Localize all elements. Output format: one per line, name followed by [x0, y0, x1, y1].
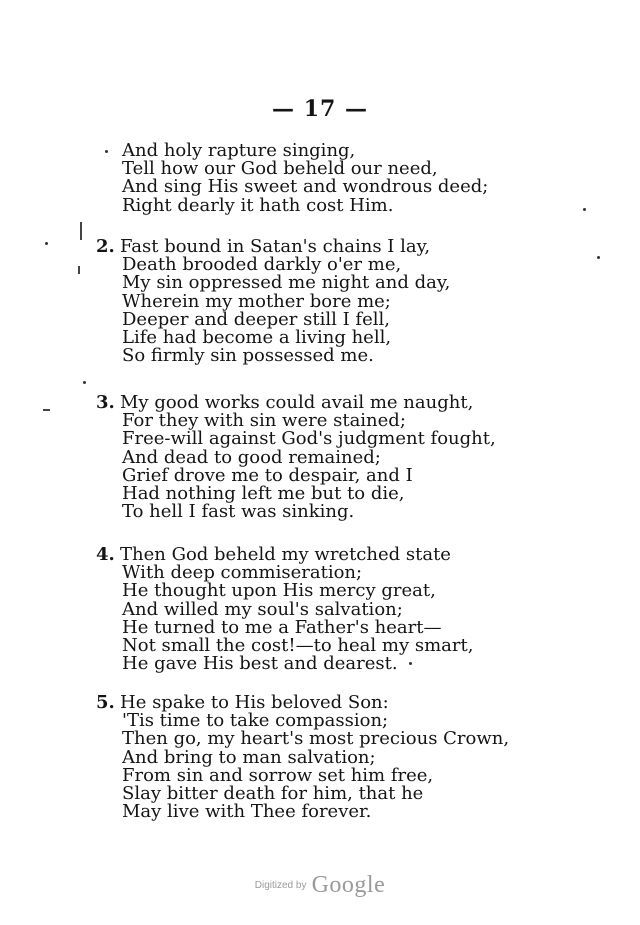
stanza-number: 3. [96, 392, 115, 413]
scan-speck [83, 381, 86, 384]
verse-text: Fast bound in Satan's chains I lay, [120, 236, 431, 257]
verse-text: He spake to His beloved Son: [120, 692, 389, 713]
verse-line: With deep commiseration; [122, 562, 363, 584]
verse-line: Grief drove me to despair, and I [122, 464, 413, 486]
google-logo: Google [311, 872, 386, 898]
scan-mark [78, 266, 80, 274]
stanza-continuation [96, 142, 616, 215]
verse-line: Then go, my heart's most precious Crown, [122, 728, 510, 750]
verse-line: Free-will against God's judgment fought, [122, 428, 496, 450]
verse-line: And dead to good remained; [122, 446, 381, 468]
stanza-3 [96, 394, 616, 521]
verse-line: He turned to me a Father's heart— [122, 616, 442, 638]
verse-line: Slay bitter death for him, that he [122, 783, 424, 805]
verse-line: 'Tis time to take compassion; [122, 710, 389, 732]
verse-text: My good works could avail me naught, [120, 392, 474, 413]
verse-line: Tell how our God beheld our need, [122, 158, 438, 180]
verse-line: And sing His sweet and wondrous deed; [122, 176, 489, 198]
scan-speck [597, 256, 600, 259]
stanza-5 [96, 694, 616, 821]
digitized-footer [0, 872, 640, 899]
verse-line: Had nothing left me but to die, [122, 483, 405, 505]
scan-speck [105, 150, 108, 153]
verse-line: And holy rapture singing, [122, 140, 356, 161]
verse-line: Deeper and deeper still I fell, [122, 308, 390, 330]
stanza-number: 2. [96, 236, 115, 257]
scan-speck [45, 242, 48, 245]
scan-speck [409, 662, 412, 665]
verse-line: And willed my soul's salvation; [122, 598, 403, 620]
verse-line: From sin and sorrow set him free, [122, 764, 434, 786]
verse-line: For they with sin were stained; [122, 410, 406, 432]
stanza-2 [96, 238, 616, 365]
scan-mark [80, 222, 82, 240]
stanza-number: 4. [96, 544, 115, 565]
verse-line: He gave His best and dearest. [122, 653, 398, 675]
verse-line: May live with Thee forever. [122, 801, 372, 823]
page-number: — 17 — [272, 96, 368, 122]
verse-line: To hell I fast was sinking. [122, 501, 355, 523]
verse-line: My sin oppressed me night and day, [122, 272, 451, 294]
verse-line: Not small the cost!—to heal my smart, [122, 635, 474, 657]
verse-line: Right dearly it hath cost Him. [122, 194, 394, 216]
verse-line: So firmly sin possessed me. [122, 345, 374, 367]
scan-speck [583, 208, 586, 211]
verse-line: Death brooded darkly o'er me, [122, 254, 402, 276]
verse-text: Then God beheld my wretched state [120, 544, 451, 565]
verse-line: And bring to man salvation; [122, 746, 376, 768]
digitized-by-label: Digitized by [254, 880, 307, 891]
scan-mark [43, 409, 50, 411]
stanza-4 [96, 546, 616, 673]
stanza-number: 5. [96, 692, 115, 713]
verse-line: Wherein my mother bore me; [122, 290, 391, 312]
verse-line: He thought upon His mercy great, [122, 580, 436, 602]
verse-line: Life had become a living hell, [122, 327, 392, 349]
